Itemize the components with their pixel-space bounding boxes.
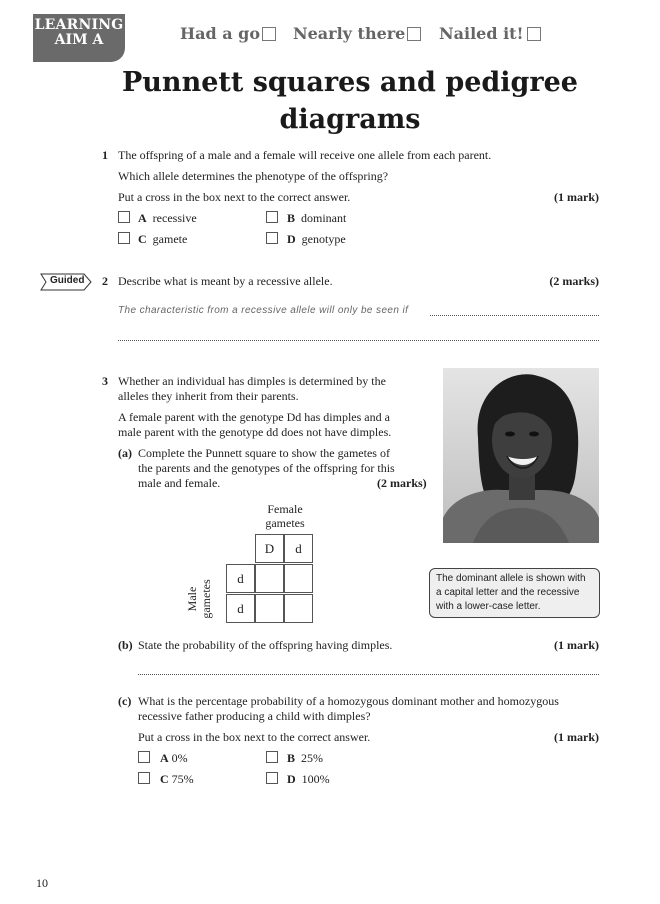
woman-photo [443, 368, 599, 543]
female-gametes-label-1: Female [267, 502, 303, 516]
page-number: 10 [36, 876, 48, 890]
note-box [429, 568, 600, 618]
q3c-line-1: What is the percentage probability of a homozygous dominant mother and homozygous [138, 694, 559, 708]
q1-option-d [287, 232, 346, 247]
q1-option-b-text: dominant [301, 211, 347, 225]
q2-number: 2 [102, 274, 108, 288]
progress-nailed-it [439, 24, 524, 43]
q2-text: Describe what is meant by a recessive allele. [118, 274, 333, 288]
q1-option-a-text: recessive [152, 211, 197, 225]
q3-parents-2: male parent with the genotype dd does not have dimples. [118, 425, 392, 439]
punnett-female-allele-2: d [284, 534, 313, 563]
q3-number: 3 [102, 374, 108, 388]
q3a-line-2: the parents and the genotypes of the offspring for this [138, 461, 395, 475]
q3-intro-1: Whether an individual has dimples is determined by the [118, 374, 386, 388]
page-title-line-1: Punnett squares and pedigree [122, 67, 578, 98]
q1-number: 1 [102, 148, 108, 162]
progress-had-a-go [180, 24, 260, 43]
punnett-offspring-cell-4[interactable] [284, 594, 313, 623]
q2-answer-line-1[interactable] [430, 315, 599, 316]
q3c-option-d-checkbox[interactable] [266, 772, 278, 784]
progress-label-had-a-go: Had a go [180, 24, 261, 43]
q3b-label: (b) [118, 638, 133, 652]
q1-line-2: Which allele determines the phenotype of the offspring? [118, 169, 389, 183]
q3c-option-a-letter: A [160, 751, 169, 765]
punnett-offspring-cell-1[interactable] [255, 564, 284, 593]
punnett-female-allele-1: D [255, 534, 284, 563]
q3c-label: (c) [118, 694, 132, 708]
q1-option-b-letter: B [287, 211, 296, 225]
q1-option-b [287, 211, 346, 226]
badge-line-1: LEARNING [34, 17, 124, 33]
progress-label-nearly-there: Nearly there [293, 24, 406, 43]
punnett-offspring-cell-3[interactable] [255, 594, 284, 623]
q3c-option-b-text: 25% [301, 751, 324, 765]
q3c-marks: (1 mark) [554, 730, 599, 744]
progress-nailed-it-checkbox[interactable] [527, 27, 541, 41]
punnett-male-allele-1: d [226, 564, 255, 593]
male-gametes-label-2: gametes [199, 579, 213, 619]
q3c-option-a [160, 751, 188, 766]
q3c-option-a-text: 0% [171, 751, 188, 765]
q3-parents-1: A female parent with the genotype Dd has dimples and a [118, 410, 390, 424]
q1-marks: (1 mark) [554, 190, 599, 204]
male-gametes-label [185, 569, 215, 629]
q3c-option-c-letter: C [160, 772, 169, 786]
q3c-option-c [160, 772, 194, 787]
q3-intro-2: alleles they inherit from their parents. [118, 389, 299, 403]
q1-option-c-checkbox[interactable] [118, 232, 130, 244]
male-gametes-label-1: Male [185, 586, 199, 612]
q1-option-d-text: genotype [301, 232, 346, 246]
page-title [0, 64, 660, 138]
q3c-option-b-checkbox[interactable] [266, 751, 278, 763]
q2-answer-start: The characteristic from a recessive allele will only be seen if [118, 305, 409, 316]
q1-line-1: The offspring of a male and a female will receive one allele from each parent. [118, 148, 492, 162]
q1-option-d-letter: D [287, 232, 296, 246]
q3c-line-2: recessive father producing a child with dimples? [138, 709, 371, 723]
q2-answer-line-2[interactable] [118, 340, 599, 341]
q3b-marks: (1 mark) [554, 638, 599, 652]
q3c-option-a-checkbox[interactable] [138, 751, 150, 763]
woman-photo-illustration [443, 368, 599, 543]
q1-option-c-text: gamete [152, 232, 188, 246]
q1-option-c [138, 232, 187, 247]
q3a-line-3: male and female. [138, 476, 221, 490]
q3a-label: (a) [118, 446, 132, 460]
progress-had-a-go-checkbox[interactable] [262, 27, 276, 41]
q1-option-a [138, 211, 197, 226]
q3c-instruction: Put a cross in the box next to the correct answer. [138, 730, 371, 744]
q3c-option-c-checkbox[interactable] [138, 772, 150, 784]
q2-marks: (2 marks) [549, 274, 599, 288]
q3c-option-d-text: 100% [301, 772, 330, 786]
guided-label: Guided [50, 275, 85, 286]
q1-option-b-checkbox[interactable] [266, 211, 278, 223]
q3c-option-d-letter: D [287, 772, 296, 786]
q1-option-d-checkbox[interactable] [266, 232, 278, 244]
progress-nearly-there-checkbox[interactable] [407, 27, 421, 41]
q1-option-a-letter: A [138, 211, 147, 225]
q3a-line-1: Complete the Punnett square to show the gametes of [138, 446, 390, 460]
learning-aim-badge [33, 14, 125, 62]
q3c-option-b [287, 751, 323, 766]
q3a-marks: (2 marks) [377, 476, 427, 490]
q3b-text: State the probability of the offspring having dimples. [138, 638, 393, 652]
note-line-3: with a lower-case letter. [436, 601, 541, 612]
punnett-offspring-cell-2[interactable] [284, 564, 313, 593]
q1-option-c-letter: C [138, 232, 147, 246]
note-line-2: a capital letter and the recessive [436, 587, 580, 598]
note-line-1: The dominant allele is shown with [436, 573, 586, 584]
page-title-line-2: diagrams [279, 104, 421, 135]
q1-option-a-checkbox[interactable] [118, 211, 130, 223]
female-gametes-label [255, 502, 315, 530]
q3c-option-b-letter: B [287, 751, 296, 765]
badge-line-2: AIM A [54, 32, 104, 48]
punnett-male-allele-2: d [226, 594, 255, 623]
progress-label-nailed-it: Nailed it! [439, 24, 524, 43]
female-gametes-label-2: gametes [265, 516, 305, 530]
q3c-option-c-text: 75% [171, 772, 194, 786]
guided-tag [40, 273, 92, 291]
q3c-option-d [287, 772, 330, 787]
q1-instruction: Put a cross in the box next to the correct answer. [118, 190, 351, 204]
progress-nearly-there [293, 24, 405, 43]
q3b-answer-line[interactable] [138, 674, 599, 675]
